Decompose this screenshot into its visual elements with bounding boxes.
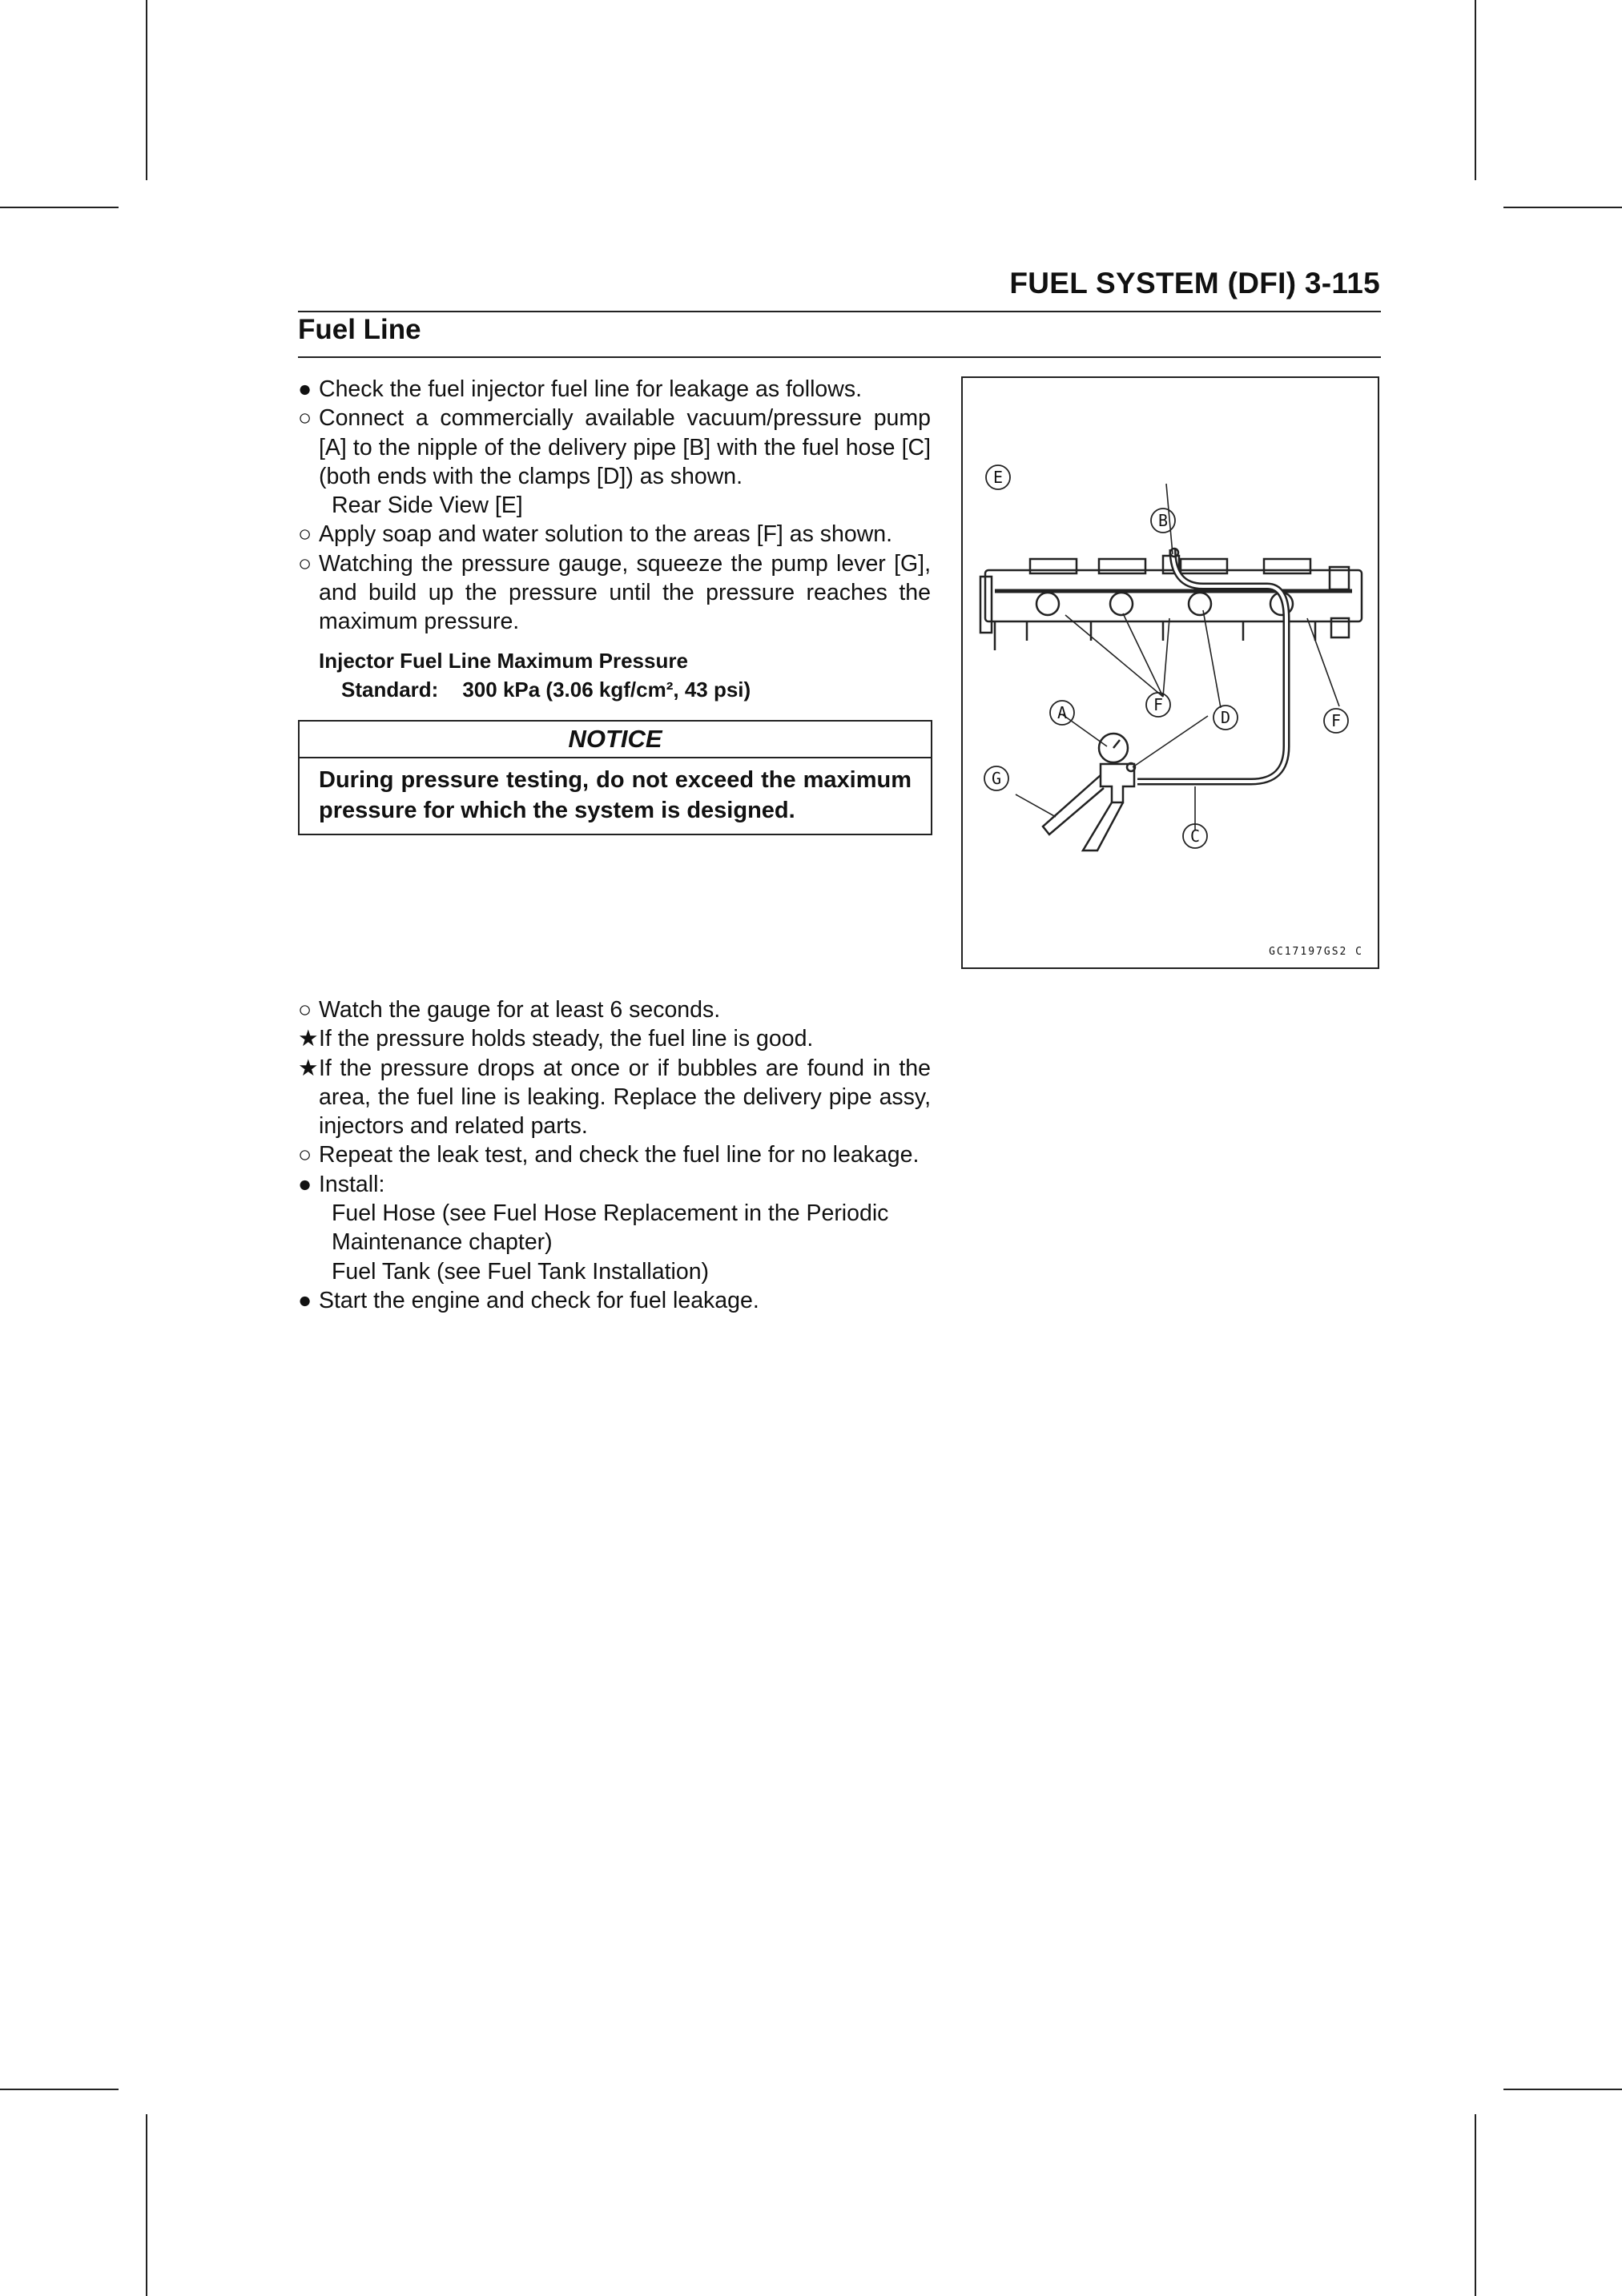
- pump-lever: [1043, 775, 1104, 834]
- spec-value: 300 kPa (3.06 kgf/cm², 43 psi): [462, 677, 751, 702]
- step-text: If the pressure drops at once or if bubbles are found in the area, the fuel line is leaking. Replace the delivery pipe assy, injectors and related parts.: [319, 1055, 931, 1140]
- star-marker: ★: [298, 1055, 319, 1081]
- label-a: A: [1057, 703, 1068, 722]
- leader-f: [1065, 613, 1169, 697]
- step-item: [298, 1140, 931, 1169]
- injector-cap: [1264, 559, 1310, 573]
- injector: [1110, 593, 1133, 615]
- leader-d2: [1133, 716, 1208, 767]
- procedure-top: [298, 375, 931, 835]
- leader-f2: [1307, 618, 1339, 706]
- figure-code: GC17197GS2 C: [1269, 946, 1363, 958]
- leader-g: [1016, 794, 1056, 817]
- substep-marker: ○: [298, 521, 312, 548]
- notice-box: [298, 720, 932, 835]
- throttle-detail: [995, 621, 1315, 650]
- step-item: [298, 1024, 931, 1053]
- spec-title: Injector Fuel Line Maximum Pressure: [319, 648, 688, 673]
- label-d: D: [1220, 708, 1231, 727]
- step-note: Rear Side View [E]: [332, 493, 523, 519]
- bullet-marker: ●: [298, 1287, 312, 1313]
- step-text: Check the fuel injector fuel line for leakage as follows.: [319, 376, 863, 402]
- step-item: [298, 404, 931, 491]
- crop-mark: [1475, 2114, 1476, 2296]
- step-item: [298, 549, 931, 637]
- substep-marker: ○: [298, 1142, 312, 1168]
- crop-mark: [1475, 0, 1476, 180]
- crop-mark: [0, 2089, 119, 2090]
- step-text: Apply soap and water solution to the areas [F] as shown.: [319, 521, 893, 548]
- gauge-needle: [1113, 740, 1120, 748]
- step-item: [298, 1054, 931, 1141]
- crop-mark: [1503, 207, 1622, 208]
- bullet-marker: ●: [298, 1171, 312, 1197]
- step-item: [298, 995, 931, 1024]
- label-g: G: [991, 769, 1002, 788]
- spec-block: [298, 646, 931, 704]
- spec-label: Standard:: [341, 677, 439, 702]
- label-f: F: [1153, 695, 1164, 714]
- label-b: B: [1157, 511, 1169, 530]
- injector-cap: [1030, 559, 1077, 573]
- step-text: Repeat the leak test, and check the fuel line for no leakage.: [319, 1142, 920, 1168]
- crop-mark: [146, 0, 147, 180]
- leader-d: [1203, 610, 1221, 708]
- step-item: [298, 1286, 931, 1315]
- notice-heading: NOTICE: [300, 722, 931, 758]
- illustration: [961, 376, 1379, 969]
- injector: [1036, 593, 1059, 615]
- pump-handle: [1083, 802, 1123, 850]
- step-text: If the pressure holds steady, the fuel line is good.: [319, 1026, 814, 1052]
- bullet-marker: ●: [298, 376, 312, 402]
- step-item: [298, 520, 931, 549]
- step-text: Connect a commercially available vacuum/pressure pump [A] to the nipple of the delivery pipe [B] with the fuel hose [C] (both ends with the clamps [D]) as shown.: [319, 405, 931, 489]
- step-text: Watching the pressure gauge, squeeze the pump lever [G], and build up the pressure until the pressure reaches the maximum pressure.: [319, 550, 931, 635]
- crop-mark: [1503, 2089, 1622, 2090]
- step-text: Install:: [319, 1171, 385, 1197]
- substep-marker: ○: [298, 405, 312, 432]
- step-text: Watch the gauge for at least 6 seconds.: [319, 997, 721, 1023]
- injector-cap: [1099, 559, 1145, 573]
- substep-marker: ○: [298, 997, 312, 1023]
- label-c: C: [1189, 826, 1201, 846]
- substep-marker: ○: [298, 550, 312, 577]
- spec-row: [298, 675, 931, 704]
- step-item: [298, 1170, 931, 1199]
- install-item: Fuel Hose (see Fuel Hose Replacement in the Periodic Maintenance chapter): [332, 1200, 889, 1256]
- label-e: E: [992, 468, 1004, 487]
- star-marker: ★: [298, 1026, 319, 1052]
- install-item: Fuel Tank (see Fuel Tank Installation): [332, 1258, 710, 1285]
- notice-body: During pressure testing, do not exceed the maximum pressure for which the system is designed.: [319, 766, 912, 823]
- procedure-bottom: [298, 995, 931, 1315]
- running-header: FUEL SYSTEM (DFI) 3-115: [1009, 267, 1380, 300]
- step-text: Start the engine and check for fuel leakage.: [319, 1287, 759, 1313]
- injector-cap: [1181, 559, 1227, 573]
- label-f: F: [1330, 711, 1342, 730]
- leader-a: [1062, 714, 1107, 746]
- section-rule: [298, 356, 1381, 358]
- fuel-line-diagram: [963, 378, 1381, 971]
- header-rule: [298, 311, 1381, 312]
- section-title: Fuel Line: [298, 314, 421, 345]
- step-item: [298, 375, 931, 404]
- injector: [1189, 593, 1211, 615]
- fuel-hose-outer: [1137, 549, 1286, 782]
- crop-mark: [0, 207, 119, 208]
- crop-mark: [146, 2114, 147, 2296]
